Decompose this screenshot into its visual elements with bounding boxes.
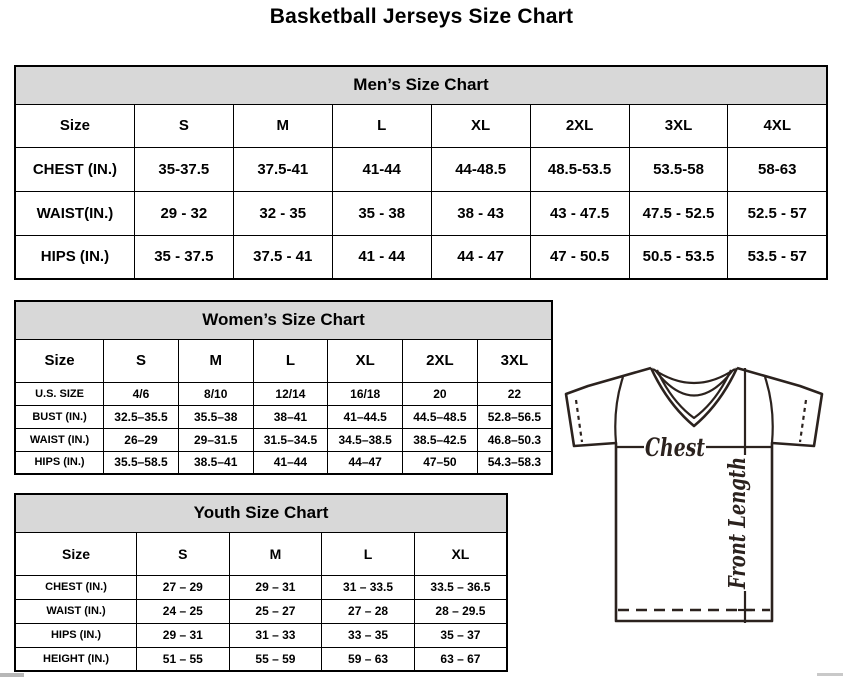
size-value: 28 – 29.5 [414, 599, 507, 623]
horizontal-scrollbar-thumb-left[interactable] [0, 673, 24, 677]
table-row [15, 451, 552, 474]
size-value: 31.5–34.5 [253, 428, 328, 451]
row-label: HEIGHT (IN.) [15, 647, 137, 671]
size-value: 29–31.5 [178, 428, 253, 451]
size-value: 16/18 [328, 382, 403, 405]
size-value: 63 – 67 [414, 647, 507, 671]
size-value: 41–44.5 [328, 405, 403, 428]
size-value: 20 [403, 382, 478, 405]
column-header: M [229, 532, 322, 575]
row-label: CHEST (IN.) [15, 147, 134, 191]
size-value: 38–41 [253, 405, 328, 428]
column-header: 3XL [629, 104, 728, 147]
column-header: M [233, 104, 332, 147]
size-value: 38 - 43 [431, 191, 530, 235]
mens-size-chart-table [14, 65, 828, 280]
size-value: 31 – 33.5 [322, 575, 415, 599]
size-value: 34.5–38.5 [328, 428, 403, 451]
row-label: BUST (IN.) [15, 405, 104, 428]
table-row [15, 147, 827, 191]
size-value: 29 – 31 [229, 575, 322, 599]
size-value: 35 - 37.5 [134, 235, 233, 279]
row-label: WAIST(IN.) [15, 191, 134, 235]
size-value: 41 - 44 [332, 235, 431, 279]
size-value: 22 [477, 382, 552, 405]
row-label: HIPS (IN.) [15, 451, 104, 474]
column-header: S [137, 532, 230, 575]
size-value: 35 - 38 [332, 191, 431, 235]
table-row [15, 623, 507, 647]
jersey-outline-icon [566, 368, 822, 621]
size-value: 43 - 47.5 [530, 191, 629, 235]
size-value: 31 – 33 [229, 623, 322, 647]
table-row [15, 599, 507, 623]
size-value: 37.5-41 [233, 147, 332, 191]
column-header: XL [431, 104, 530, 147]
column-header: M [178, 339, 253, 382]
column-header: Size [15, 104, 134, 147]
size-value: 12/14 [253, 382, 328, 405]
size-value: 33 – 35 [322, 623, 415, 647]
size-value: 44-48.5 [431, 147, 530, 191]
size-value: 27 – 29 [137, 575, 230, 599]
chart-title-row [15, 301, 552, 339]
size-value: 38.5–42.5 [403, 428, 478, 451]
size-value: 29 – 31 [137, 623, 230, 647]
jersey-measurement-diagram [560, 358, 832, 638]
page-title: Basketball Jerseys Size Chart [269, 5, 574, 28]
size-value: 35-37.5 [134, 147, 233, 191]
size-value: 53.5-58 [629, 147, 728, 191]
size-value: 38.5–41 [178, 451, 253, 474]
size-value: 48.5-53.5 [530, 147, 629, 191]
row-label: WAIST (IN.) [15, 599, 137, 623]
size-value: 25 – 27 [229, 599, 322, 623]
row-label: CHEST (IN.) [15, 575, 137, 599]
size-value: 55 – 59 [229, 647, 322, 671]
column-header-row [15, 339, 552, 382]
column-header: XL [328, 339, 403, 382]
column-header: S [104, 339, 179, 382]
size-value: 44.5–48.5 [403, 405, 478, 428]
chart-title: Youth Size Chart [15, 494, 507, 532]
table-row [15, 405, 552, 428]
table-row [15, 647, 507, 671]
column-header: Size [15, 339, 104, 382]
column-header: L [332, 104, 431, 147]
size-value: 47 - 50.5 [530, 235, 629, 279]
chart-title: Men’s Size Chart [15, 66, 827, 104]
row-label: U.S. SIZE [15, 382, 104, 405]
size-value: 33.5 – 36.5 [414, 575, 507, 599]
size-value: 26–29 [104, 428, 179, 451]
size-value: 24 – 25 [137, 599, 230, 623]
size-value: 54.3–58.3 [477, 451, 552, 474]
table-row [15, 382, 552, 405]
size-value: 51 – 55 [137, 647, 230, 671]
row-label: HIPS (IN.) [15, 623, 137, 647]
size-value: 52.8–56.5 [477, 405, 552, 428]
column-header: L [253, 339, 328, 382]
column-header: 2XL [403, 339, 478, 382]
youth-size-chart-table [14, 493, 508, 672]
chest-label: Chest [645, 433, 706, 462]
row-label: WAIST (IN.) [15, 428, 104, 451]
front-length-label: Front Length [724, 419, 751, 589]
column-header: L [322, 532, 415, 575]
size-value: 27 – 28 [322, 599, 415, 623]
size-value: 41-44 [332, 147, 431, 191]
size-value: 47.5 - 52.5 [629, 191, 728, 235]
column-header: 4XL [728, 104, 827, 147]
horizontal-scrollbar-thumb-right[interactable] [817, 673, 843, 676]
size-value: 4/6 [104, 382, 179, 405]
size-value: 35 – 37 [414, 623, 507, 647]
size-value: 41–44 [253, 451, 328, 474]
column-header-row [15, 104, 827, 147]
size-value: 32 - 35 [233, 191, 332, 235]
size-value: 58-63 [728, 147, 827, 191]
size-value: 52.5 - 57 [728, 191, 827, 235]
chart-title: Women’s Size Chart [15, 301, 552, 339]
column-header: 2XL [530, 104, 629, 147]
size-value: 46.8–50.3 [477, 428, 552, 451]
size-value: 50.5 - 53.5 [629, 235, 728, 279]
size-value: 37.5 - 41 [233, 235, 332, 279]
column-header-row [15, 532, 507, 575]
table-row [15, 575, 507, 599]
womens-size-chart-table [14, 300, 553, 475]
size-value: 32.5–35.5 [104, 405, 179, 428]
size-value: 47–50 [403, 451, 478, 474]
size-value: 29 - 32 [134, 191, 233, 235]
chart-title-row [15, 494, 507, 532]
table-row [15, 191, 827, 235]
size-value: 44–47 [328, 451, 403, 474]
column-header: 3XL [477, 339, 552, 382]
size-value: 59 – 63 [322, 647, 415, 671]
size-value: 8/10 [178, 382, 253, 405]
size-value: 35.5–58.5 [104, 451, 179, 474]
size-value: 53.5 - 57 [728, 235, 827, 279]
table-row [15, 235, 827, 279]
column-header: S [134, 104, 233, 147]
column-header: Size [15, 532, 137, 575]
column-header: XL [414, 532, 507, 575]
size-value: 35.5–38 [178, 405, 253, 428]
row-label: HIPS (IN.) [15, 235, 134, 279]
table-row [15, 428, 552, 451]
chart-title-row [15, 66, 827, 104]
size-value: 44 - 47 [431, 235, 530, 279]
